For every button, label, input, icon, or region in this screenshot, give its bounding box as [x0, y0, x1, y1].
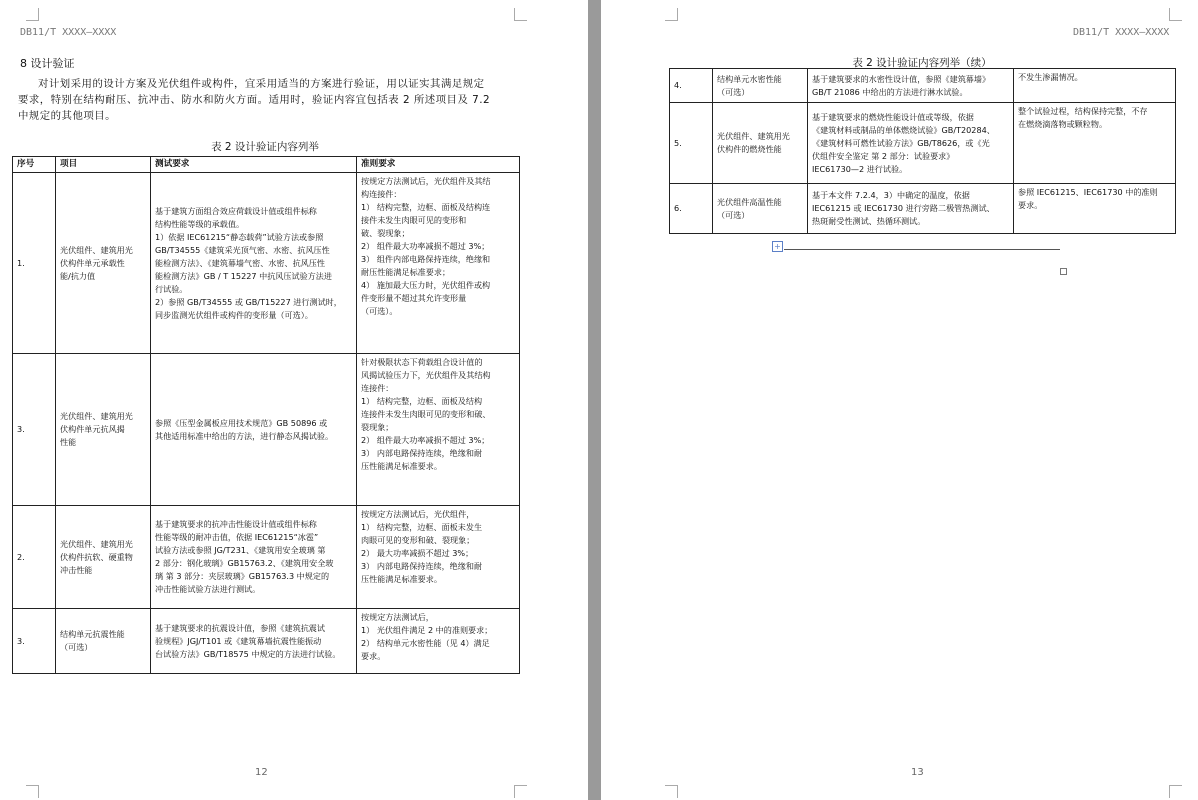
cell-text-line: 其他适用标准中给出的方法，进行静态风揭试验。: [155, 430, 334, 441]
test-requirement-cell: [808, 69, 1014, 103]
cell-text-line: 《建筑材料或制品的单体燃烧试验》GB/T20284、: [812, 124, 995, 135]
cell-text-line: 伏构件单元承载性: [60, 257, 125, 268]
table-row: [13, 173, 520, 354]
cell-text-line: 行试验。: [155, 283, 188, 294]
item-cell: [56, 506, 151, 609]
test-requirement-cell: [151, 173, 357, 354]
corner-crop-mark: [514, 8, 527, 21]
cell-text-line: 破、裂现象；: [361, 228, 410, 238]
cell-text-line: 连接件：: [361, 383, 394, 393]
item-cell: [713, 184, 808, 234]
cell-text-line: 构连接件：: [361, 189, 402, 199]
criteria-cell: [357, 173, 520, 354]
cell-text-line: 参照《压型金属板应用技术规范》GB 50896 或: [155, 417, 328, 428]
cell-text-line: 风揭试验压力下，光伏组件及其结构: [361, 370, 491, 380]
cell-text-line: 光伏组件、建筑用光: [717, 131, 790, 141]
cell-text-line: 3） 内部电路保持连续，绝缘和耐: [361, 448, 483, 458]
item-cell: [713, 103, 808, 184]
cell-text: 2.: [17, 551, 25, 562]
row-number-cell: [13, 354, 56, 506]
table-row: [670, 103, 1176, 184]
cell-text-line: 光伏组件高温性能: [717, 196, 782, 207]
cell-text-line: 结构性能等级的承载值。: [155, 218, 245, 229]
test-requirement-cell: [808, 184, 1014, 234]
cell-text-line: 压性能满足标准要求。: [361, 461, 442, 471]
cell-text: 5.: [674, 137, 682, 148]
row-number-cell: [13, 173, 56, 354]
cell-text-line: 热斑耐受性测试、热循环测试。: [812, 216, 926, 226]
cell-text-line: 1） 光伏组件满足 2 中的准则要求；: [361, 625, 493, 635]
cell-text-line: IEC61730—2 进行试验。: [812, 163, 908, 174]
cell-text-line: 基于建筑要求的水密性设计值，参照《建筑幕墙》: [812, 73, 991, 84]
cell-text-line: （可选）: [60, 642, 93, 652]
cell-text-line: 伏构件抗软、硬重物: [60, 551, 133, 562]
page-header-code: DB11/T XXXX—XXXX: [1073, 27, 1170, 38]
corner-crop-mark: [665, 8, 678, 21]
paragraph-line: 要求，特别在结构耐压、抗冲击、防水和防火方面。适用时，验证内容宜包括表 2 所述项目及 7.2: [18, 94, 491, 106]
criteria-cell: [1014, 69, 1176, 103]
cell-text-line: （可选）: [717, 209, 750, 220]
cell-text-line: 光伏组件、建筑用光: [60, 538, 133, 549]
paragraph-line: 对计划采用的设计方案及光伏组件或构件，宜采用适当的方案进行验证，用以证实其满足规定: [38, 78, 485, 90]
column-header: 序号: [13, 157, 56, 173]
cell-text-line: 《建筑材料可燃性试验方法》GB/T8626，或《光: [812, 137, 990, 148]
cell-text: 4.: [674, 80, 682, 90]
cell-text-line: 要求。: [361, 651, 386, 661]
cell-text-line: 接件未发生肉眼可见的变形和: [361, 215, 467, 225]
cell-text-line: 整个试验过程，结构保持完整，不存: [1018, 106, 1148, 116]
cell-text-line: 1） 结构完整，边框、面板未发生: [361, 522, 483, 532]
test-requirement-cell: [151, 506, 357, 609]
table-header-row: [13, 157, 520, 173]
cell-text-line: 结构单元抗震性能: [60, 629, 125, 639]
cell-text-line: 2） 最大功率减损不超过 3%；: [361, 548, 474, 558]
cell-text-line: 试验方法或参照 JG/T231、《建筑用安全玻璃 第: [155, 545, 326, 555]
cell-text-line: （可选）。: [361, 306, 398, 316]
table-caption: 表 2 设计验证内容列举: [211, 141, 319, 153]
cell-text-line: 验规程》JGJ/T101 或《建筑幕墙抗震性能振动: [155, 635, 322, 646]
cell-text-line: 伏构件单元抗风揭: [60, 424, 125, 434]
table-row: [670, 69, 1176, 103]
criteria-cell: [357, 354, 520, 506]
cell-text-line: 1） 结构完整，边框、面板及结构: [361, 396, 483, 406]
page-number: 12: [255, 767, 268, 778]
cell-text-line: （可选）: [717, 86, 750, 97]
verification-table-continued: [669, 68, 1176, 234]
criteria-cell: [1014, 103, 1176, 184]
table-row: [13, 354, 520, 506]
cell-text-line: 按规定方法测试后，光伏组件，: [361, 509, 475, 519]
item-cell: [56, 173, 151, 354]
intro-paragraph: [18, 76, 520, 124]
test-requirement-cell: [151, 354, 357, 506]
cell-text-line: 1） 结构完整，边框、面板及结构连: [361, 202, 491, 212]
cell-text-line: IEC61215 或 IEC61730 进行旁路二极管热测试、: [812, 203, 995, 213]
section-heading: 8 设计验证: [20, 57, 75, 70]
cell-text-line: 基于本文件 7.2.4，3）中确定的温度，依据: [812, 190, 970, 200]
test-requirement-cell: [808, 103, 1014, 184]
column-header: 项目: [56, 157, 151, 173]
column-header: 准则要求: [357, 157, 520, 173]
corner-crop-mark: [1169, 785, 1182, 798]
cell-text-line: GB/T34555《建筑采光顶气密、水密、抗风压性: [155, 244, 330, 255]
cell-text-line: 耐压性能满足标准要求；: [361, 267, 451, 277]
cell-text-line: 基于建筑方面组合效应荷载设计值或组件标称: [155, 205, 317, 216]
cell-text-line: 3） 内部电路保持连续，绝缘和耐: [361, 561, 483, 571]
cell-text-line: 冲击性能: [60, 564, 93, 575]
cell-text-line: 能/抗力值: [60, 270, 96, 281]
cell-text-line: 按规定方法测试后，: [361, 612, 434, 622]
cell-text-line: 连接件未发生肉眼可见的变形和破、: [361, 409, 491, 419]
cell-text-line: 基于建筑要求的抗冲击性能设计值或组件标称: [155, 519, 317, 529]
table-move-handle-icon[interactable]: +: [772, 241, 783, 252]
corner-crop-mark: [26, 8, 39, 21]
document-page-12: [0, 0, 588, 800]
table-caption: 表 2 设计验证内容列举（续）: [852, 57, 992, 69]
table-row: [13, 506, 520, 609]
cell-text-line: 2） 组件最大功率减损不超过 3%；: [361, 241, 490, 251]
cell-text-line: 针对极限状态下荷载组合设计值的: [361, 357, 483, 367]
page-number: 13: [911, 767, 924, 778]
corner-crop-mark: [514, 785, 527, 798]
cell-text-line: 璃 第 3 部分：夹层玻璃》GB15763.3 中规定的: [155, 571, 330, 581]
column-header: 测试要求: [151, 157, 357, 173]
cell-text-line: 能检测方法》GB / T 15227 中抗风压试验方法进: [155, 270, 332, 281]
corner-crop-mark: [1169, 8, 1182, 21]
cell-text-line: 2） 组件最大功率减损不超过 3%；: [361, 435, 490, 445]
separator-line: [784, 249, 1060, 250]
cell-text-line: 结构单元水密性能: [717, 73, 782, 84]
item-cell: [56, 354, 151, 506]
cell-text-line: 裂现象；: [361, 422, 394, 432]
verification-table: [12, 156, 520, 674]
document-page-13: [601, 0, 1198, 800]
cell-text-line: 不发生渗漏情况。: [1018, 72, 1083, 82]
cell-text-line: 性能等级的耐冲击值，依据 IEC61215“冰雹”: [155, 532, 319, 542]
cell-text-line: 伏组件安全鉴定 第 2 部分：试验要求》: [812, 150, 955, 161]
cell-text-line: 伏构件的燃烧性能: [717, 144, 782, 154]
cell-text-line: 4） 施加最大压力时，光伏组件或构: [361, 280, 491, 290]
cell-text-line: 参照 IEC61215、IEC61730 中的准则: [1018, 187, 1158, 197]
cell-text-line: 要求。: [1018, 200, 1043, 210]
page-header-code: DB11/T XXXX—XXXX: [20, 27, 117, 38]
cell-text-line: 基于建筑要求的燃烧性能设计值或等级，依据: [812, 111, 974, 122]
cell-text-line: 台试验方法》GB/T18575 中规定的方法进行试验。: [155, 648, 341, 659]
cell-text-line: 光伏组件、建筑用光: [60, 244, 133, 255]
cell-text-line: 按规定方法测试后，光伏组件及其结: [361, 176, 491, 186]
cell-text-line: 2）参照 GB/T34555 或 GB/T15227 进行测试时，: [155, 296, 342, 307]
item-cell: [56, 609, 151, 674]
cell-text-line: 3） 组件内部电路保持连续，绝缘和: [361, 254, 491, 264]
cell-text-line: 性能: [60, 437, 77, 447]
corner-crop-mark: [26, 785, 39, 798]
cell-text-line: 肉眼可见的变形和破、裂现象；: [361, 535, 475, 545]
paragraph-line: 中规定的其他项目。: [18, 110, 117, 122]
test-requirement-cell: [151, 609, 357, 674]
criteria-cell: [1014, 184, 1176, 234]
row-number-cell: [13, 609, 56, 674]
cell-text-line: 光伏组件、建筑用光: [60, 411, 133, 421]
criteria-cell: [357, 609, 520, 674]
resize-handle[interactable]: [1060, 268, 1067, 275]
row-number-cell: [13, 506, 56, 609]
cell-text: 3.: [17, 635, 25, 646]
cell-text-line: 冲击性能试验方法进行测试。: [155, 584, 261, 594]
cell-text-line: 在燃烧滴落物或颗粒物。: [1018, 119, 1108, 129]
cell-text-line: 同步监测光伏组件或构件的变形量（可选）。: [155, 309, 313, 320]
table-row: [13, 609, 520, 674]
table-row: [670, 184, 1176, 234]
row-number-cell: [670, 103, 713, 184]
cell-text: 6.: [674, 203, 682, 213]
row-number-cell: [670, 69, 713, 103]
cell-text-line: 件变形量不超过其允许变形量: [361, 293, 467, 303]
cell-text: 1.: [17, 257, 25, 268]
cell-text-line: 能检测方法》、《建筑幕墙气密、水密、抗风压性: [155, 257, 325, 268]
cell-text-line: GB/T 21086 中给出的方法进行淋水试验。: [812, 86, 968, 97]
cell-text-line: 压性能满足标准要求。: [361, 574, 442, 584]
criteria-cell: [357, 506, 520, 609]
row-number-cell: [670, 184, 713, 234]
cell-text-line: 2 部分：钢化玻璃》GB15763.2、《建筑用安全玻: [155, 558, 334, 568]
cell-text: 3.: [17, 424, 25, 434]
item-cell: [713, 69, 808, 103]
cell-text-line: 基于建筑要求的抗震设计值，参照《建筑抗震试: [155, 622, 325, 633]
cell-text-line: 2） 结构单元水密性能（见 4）满足: [361, 638, 490, 648]
corner-crop-mark: [665, 785, 678, 798]
cell-text-line: 1）依据 IEC61215“静态载荷”试验方法或参照: [155, 231, 324, 242]
